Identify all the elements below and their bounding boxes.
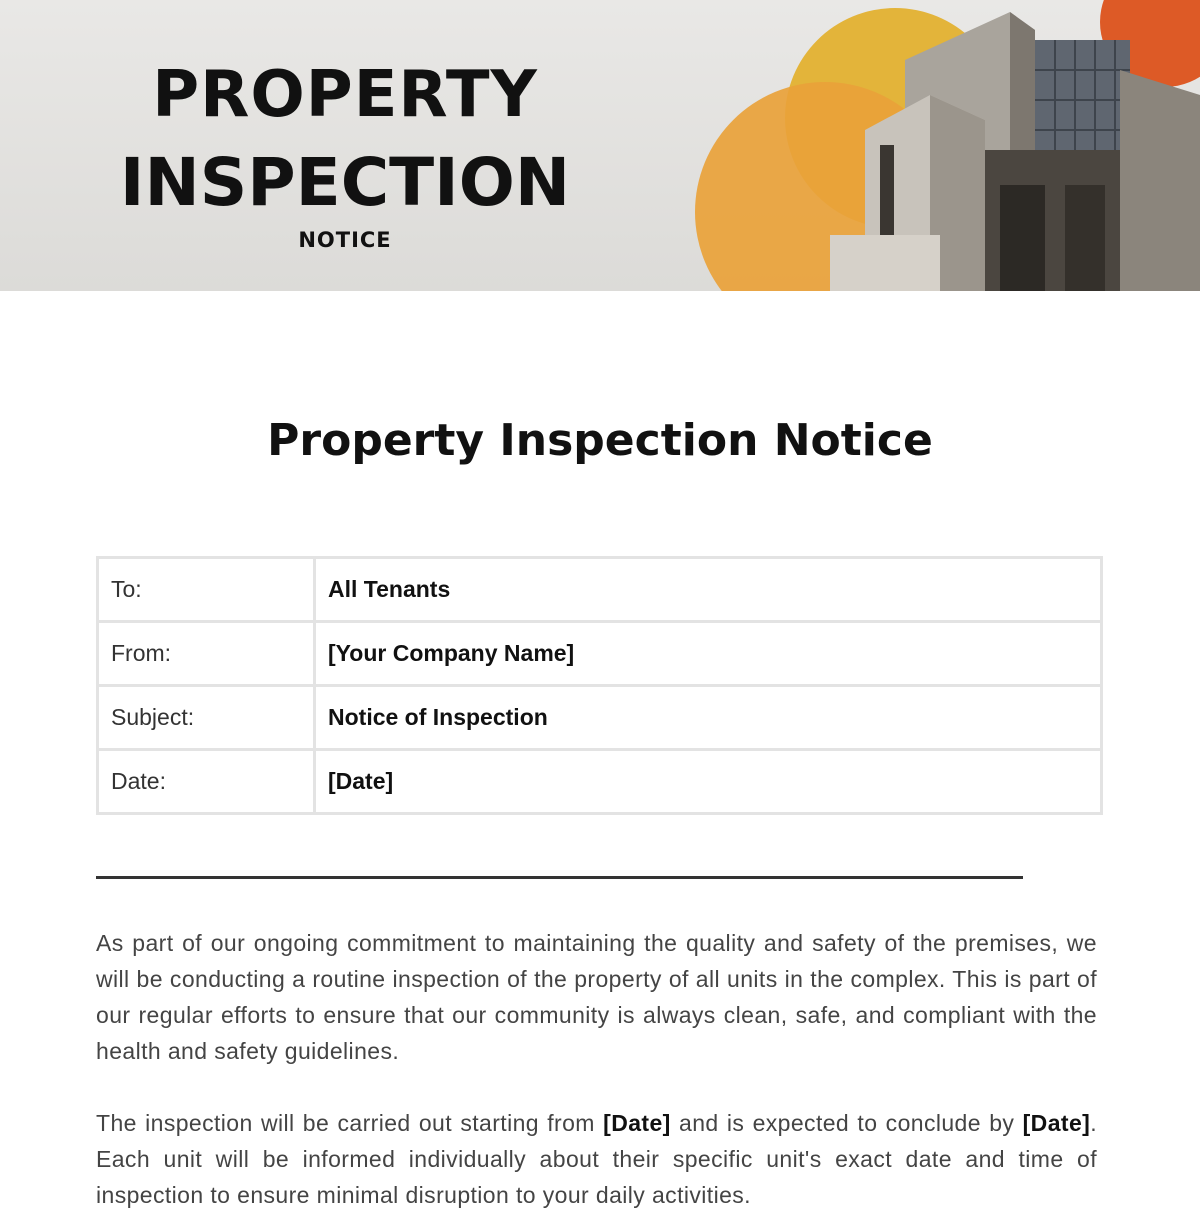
memo-value-date: [Date] xyxy=(315,750,1102,814)
banner-subtitle: NOTICE xyxy=(298,228,392,252)
memo-label-to: To: xyxy=(98,558,315,622)
banner-title-line1: PROPERTY xyxy=(152,58,538,132)
memo-label-subject: Subject: xyxy=(98,686,315,750)
memo-label-date: Date: xyxy=(98,750,315,814)
paragraph2-text-2: and is expected to conclude by xyxy=(670,1110,1023,1136)
table-row xyxy=(98,686,1102,750)
header-banner xyxy=(0,0,1200,291)
memo-value-subject: Notice of Inspection xyxy=(315,686,1102,750)
body-paragraph-1: As part of our ongoing commitment to maintaining the quality and safety of the premises, we will be conducting a routine inspection of the property of all units in the complex. This is part of our regular efforts to ensure that our community is always clean, safe, and compliant with the health and safety guidelines. xyxy=(96,930,1097,1064)
memo-label-from: From: xyxy=(98,622,315,686)
document-title: Property Inspection Notice xyxy=(267,415,933,466)
paragraph2-text-1: The inspection will be carried out starting from xyxy=(96,1110,604,1136)
memo-table xyxy=(96,556,1103,815)
table-row xyxy=(98,622,1102,686)
banner-title-line2: INSPECTION xyxy=(119,144,571,221)
body-paragraph-2 xyxy=(96,1105,1097,1213)
paragraph2-date-end: [Date] xyxy=(1022,1110,1091,1136)
memo-value-to: All Tenants xyxy=(315,558,1102,622)
table-row xyxy=(98,558,1102,622)
paragraph2-text-3: . Each unit will be informed individually about their specific unit's exact date and time of inspection to ensure minimal disruption to your daily activities. xyxy=(96,1110,1097,1208)
memo-value-from: [Your Company Name] xyxy=(315,622,1102,686)
divider-line xyxy=(96,876,1023,879)
building-illustration xyxy=(680,0,1200,291)
paragraph2-date-start: [Date] xyxy=(603,1110,671,1136)
table-row xyxy=(98,750,1102,814)
